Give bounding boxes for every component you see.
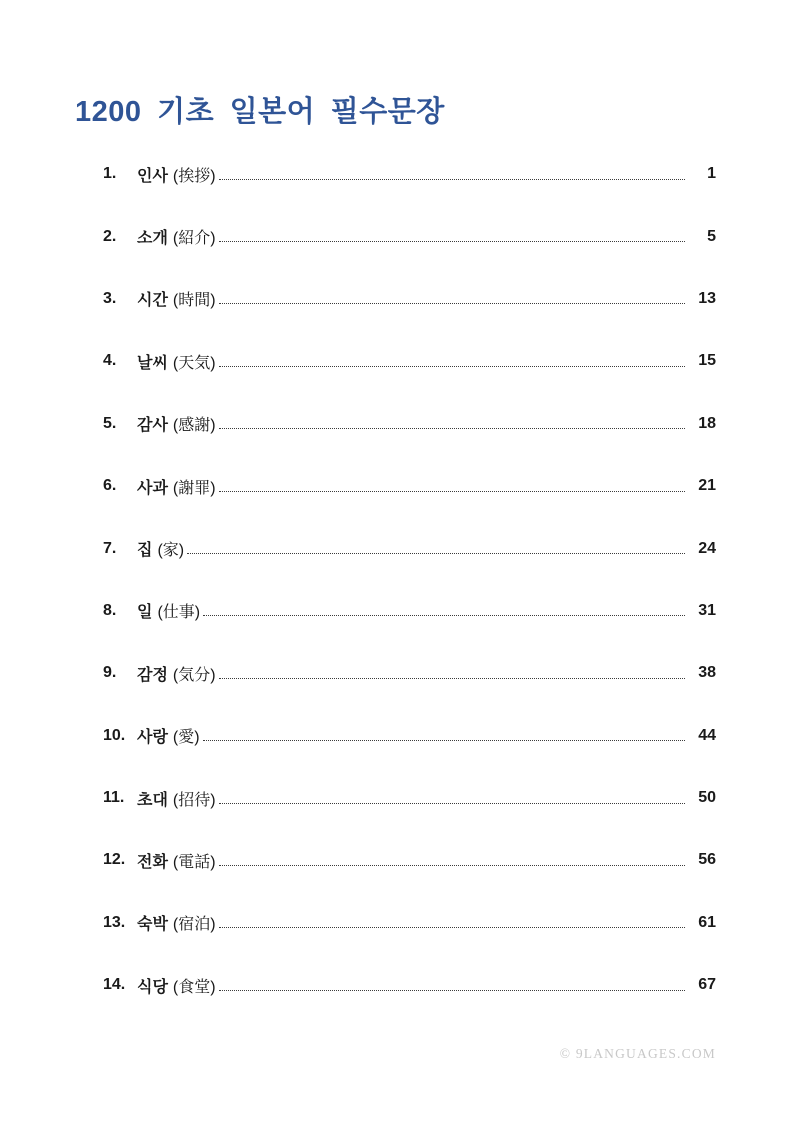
page-title: 1200 기초 일본어 필수문장 [75, 96, 445, 129]
toc-entry-page-number: 56 [698, 851, 716, 869]
toc-entry-page-number: 5 [707, 227, 716, 245]
toc-entry-number: 9. [103, 664, 117, 682]
toc-entry-number: 14. [103, 976, 126, 994]
toc-entry-page-number: 15 [698, 352, 716, 370]
dot-leader [219, 428, 685, 429]
toc-entry-page-number: 38 [698, 664, 716, 682]
toc-entry-title-korean: 일 [137, 604, 153, 622]
toc-entry-title-korean: 숙박 [137, 916, 168, 934]
toc-entry[interactable] [103, 767, 716, 829]
toc-entry-title-korean: 감사 [137, 417, 168, 435]
toc-entry-number: 2. [103, 227, 117, 245]
toc-entry-title-korean: 시간 [137, 292, 168, 310]
dot-leader [203, 740, 685, 741]
dot-leader [219, 179, 685, 180]
toc-entry[interactable] [103, 705, 716, 767]
toc-entry-number: 11. [103, 789, 125, 807]
toc-entry-page-number: 31 [698, 601, 716, 619]
toc-entry-number: 6. [103, 477, 117, 495]
dot-leader [219, 366, 685, 367]
toc-entry-page-number: 67 [698, 976, 716, 994]
toc-entry-page-number: 13 [698, 289, 716, 307]
toc-entry-number: 4. [103, 352, 117, 370]
toc-entry[interactable] [103, 892, 716, 954]
footer-watermark: © 9LANGUAGES.COM [559, 1046, 716, 1061]
toc-entry-page-number: 18 [698, 414, 716, 432]
toc-entry-title-korean: 전화 [137, 853, 168, 871]
dot-leader [219, 803, 685, 804]
toc-entry-title-japanese: (時間) [172, 292, 216, 310]
toc-entry[interactable] [103, 268, 716, 330]
toc-entry-number: 7. [103, 539, 117, 557]
toc-entry[interactable] [103, 143, 716, 205]
toc-entry[interactable] [103, 205, 716, 267]
toc-entry-number: 13. [103, 913, 126, 931]
toc-entry-title-japanese: (食堂) [172, 978, 216, 996]
toc-entry-title-japanese: (謝罪) [172, 479, 216, 497]
toc-entry-number: 8. [103, 601, 117, 619]
toc-entry[interactable] [103, 455, 716, 517]
toc-entry-title-japanese: (宿泊) [172, 916, 216, 934]
toc-entry-page-number: 21 [698, 477, 716, 495]
toc-entry-title-japanese: (感謝) [172, 417, 216, 435]
toc-entry-number: 12. [103, 851, 126, 869]
toc-entry[interactable] [103, 829, 716, 891]
toc-entry[interactable] [103, 580, 716, 642]
dot-leader [219, 678, 685, 679]
dot-leader [219, 303, 685, 304]
toc-entry-number: 3. [103, 289, 117, 307]
toc-entry-title-korean: 소개 [137, 230, 168, 248]
toc-entry-page-number: 1 [707, 165, 716, 183]
toc-entry-title-korean: 집 [137, 542, 153, 560]
toc-entry[interactable] [103, 330, 716, 392]
toc-entry-number: 1. [103, 165, 117, 183]
toc-entry-title-japanese: (招待) [172, 791, 216, 809]
toc-entry-title-japanese: (挨拶) [172, 167, 216, 185]
toc-entry[interactable] [103, 393, 716, 455]
dot-leader [219, 491, 685, 492]
toc-entry-title-korean: 인사 [137, 167, 168, 185]
toc-entry-number: 5. [103, 414, 117, 432]
toc-entry-title-korean: 날씨 [137, 354, 168, 372]
toc-entry-title-korean: 사과 [137, 479, 168, 497]
toc-entry-number: 10. [103, 726, 126, 744]
toc-entry[interactable] [103, 954, 716, 1016]
toc-entry-title-japanese: (電話) [172, 853, 216, 871]
toc-entry-title-korean: 감정 [137, 666, 168, 684]
toc-entry-title-japanese: (家) [157, 542, 185, 560]
toc-entry-title-japanese: (紹介) [172, 230, 216, 248]
dot-leader [219, 241, 685, 242]
toc-entry-title-korean: 초대 [137, 791, 168, 809]
dot-leader [219, 927, 685, 928]
toc-list [103, 143, 716, 1016]
toc-entry-page-number: 44 [698, 726, 716, 744]
toc-entry-title-korean: 식당 [137, 978, 168, 996]
toc-entry-page-number: 50 [698, 789, 716, 807]
toc-entry[interactable] [103, 517, 716, 579]
toc-entry-page-number: 24 [698, 539, 716, 557]
toc-entry[interactable] [103, 642, 716, 704]
toc-entry-title-japanese: (愛) [172, 729, 200, 747]
dot-leader [219, 990, 685, 991]
dot-leader [187, 553, 685, 554]
toc-entry-title-japanese: (天気) [172, 354, 216, 372]
toc-entry-title-japanese: (仕事) [157, 604, 201, 622]
toc-entry-title-korean: 사랑 [137, 729, 168, 747]
toc-entry-title-japanese: (気分) [172, 666, 216, 684]
dot-leader [203, 615, 685, 616]
dot-leader [219, 865, 685, 866]
toc-entry-page-number: 61 [698, 913, 716, 931]
